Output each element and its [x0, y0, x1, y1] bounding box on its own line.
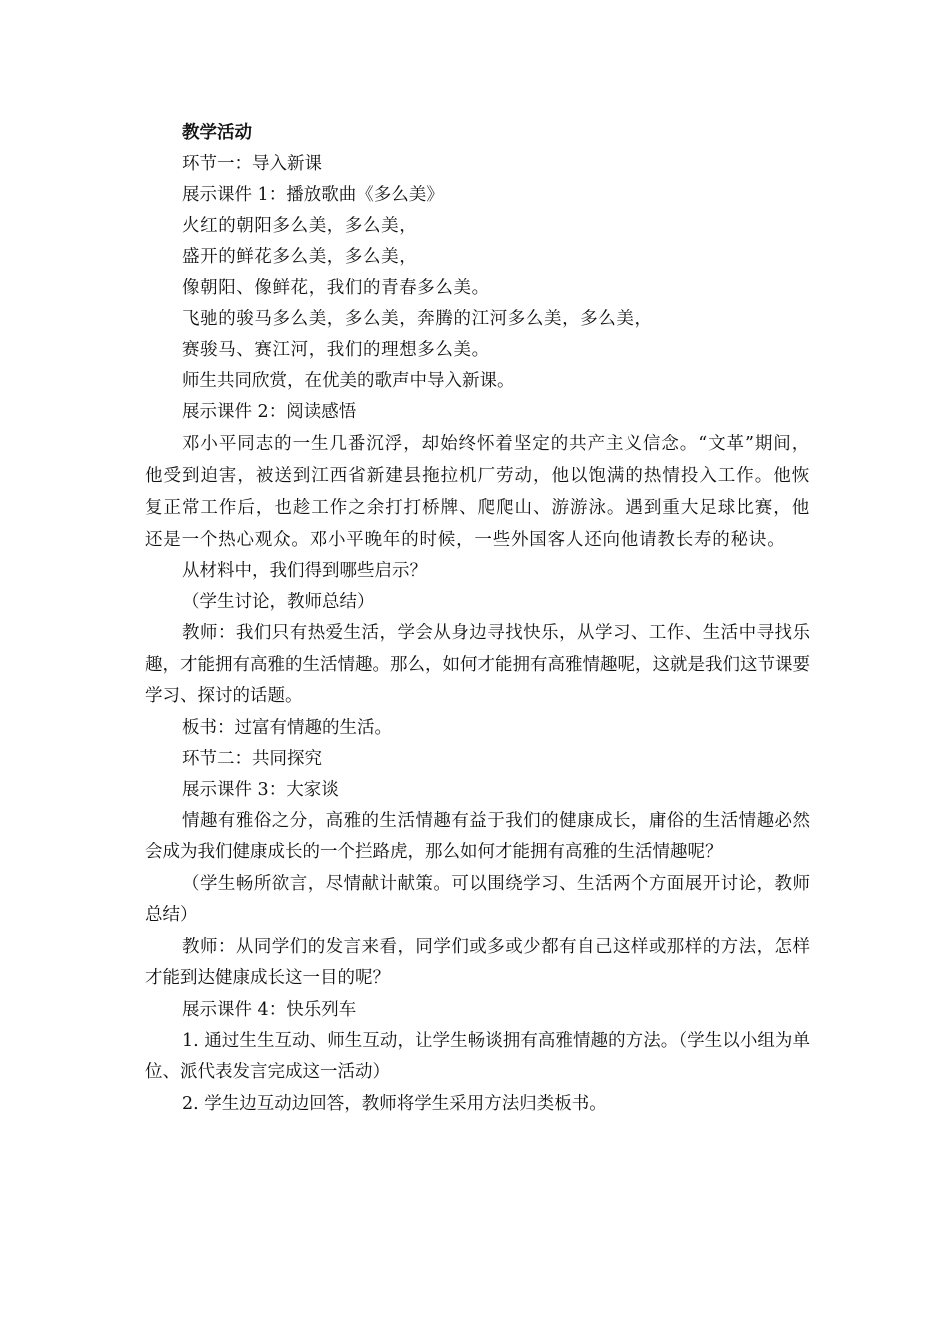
slide-one-label: 展示课件 1：播放歌曲《多么美》	[182, 185, 444, 205]
lyric-line: 火红的朝阳多么美，多么美，	[182, 216, 418, 236]
discussion-note: （学生讨论，教师总结）	[182, 592, 375, 612]
lyric-line: 飞驰的骏马多么美，多么美，奔腾的江河多么美，多么美，	[182, 309, 653, 329]
section-heading: 教学活动	[182, 123, 252, 143]
lyric-line: 像朝阳、像鲜花，我们的青春多么美。	[182, 278, 490, 298]
teacher-summary: 教师：我们只有热爱生活，学会从身边寻找快乐，从学习、工作、生活中寻找乐趣，才能拥有高雅的生活情趣。那么，如何才能拥有高雅情趣呢，这就是我们这节课要学习、探讨的话题。	[145, 623, 810, 706]
lyric-line: 盛开的鲜花多么美，多么美，	[182, 247, 418, 267]
document-body	[145, 118, 810, 1120]
slide-three-label: 展示课件 3：大家谈	[182, 779, 339, 800]
reading-passage: 邓小平同志的一生几番沉浮，却始终怀着坚定的共产主义信念。“文革”期间，他受到迫害，被送到江西省新建县拖拉机厂劳动，他以饱满的热情投入工作。他恢复正常工作后，也趁工作之余打打桥牌、爬爬山、游游泳。遇到重大足球比赛，他还是一个热心观众。邓小平晚年的时候，一些外国客人还向他请教长寿的秘诀。	[145, 434, 810, 550]
board-note: 板书：过富有情趣的生活。	[182, 717, 392, 738]
discussion-note-two: （学生畅所欲言，尽情献计献策。可以围绕学习、生活两个方面展开讨论，教师总结）	[145, 873, 810, 925]
step-one-heading: 环节一：导入新课	[182, 154, 322, 174]
teacher-question: 教师：从同学们的发言来看，同学们或多或少都有自己这样或那样的方法，怎样才能到达健康成长这一目的呢？	[145, 936, 810, 988]
lyric-line: 赛骏马、赛江河，我们的理想多么美。	[182, 340, 490, 360]
activity-item-one: 1. 通过生生互动、师生互动，让学生畅谈拥有高雅情趣的方法。（学生以小组为单位、派代表发言完成这一活动）	[145, 1030, 810, 1082]
step-two-heading: 环节二：共同探究	[182, 748, 322, 769]
slide-two-label: 展示课件 2：阅读感悟	[182, 402, 357, 422]
activity-item-two: 2. 学生边互动边回答，教师将学生采用方法归类板书。	[182, 1093, 607, 1114]
interest-paragraph: 情趣有雅俗之分，高雅的生活情趣有益于我们的健康成长，庸俗的生活情趣必然会成为我们健康成长的一个拦路虎，那么如何才能拥有高雅的生活情趣呢？	[145, 810, 810, 862]
appreciation-text: 师生共同欣赏，在优美的歌声中导入新课。	[182, 371, 515, 391]
question-text: 从材料中，我们得到哪些启示？	[182, 561, 427, 581]
slide-four-label: 展示课件 4：快乐列车	[182, 999, 357, 1020]
